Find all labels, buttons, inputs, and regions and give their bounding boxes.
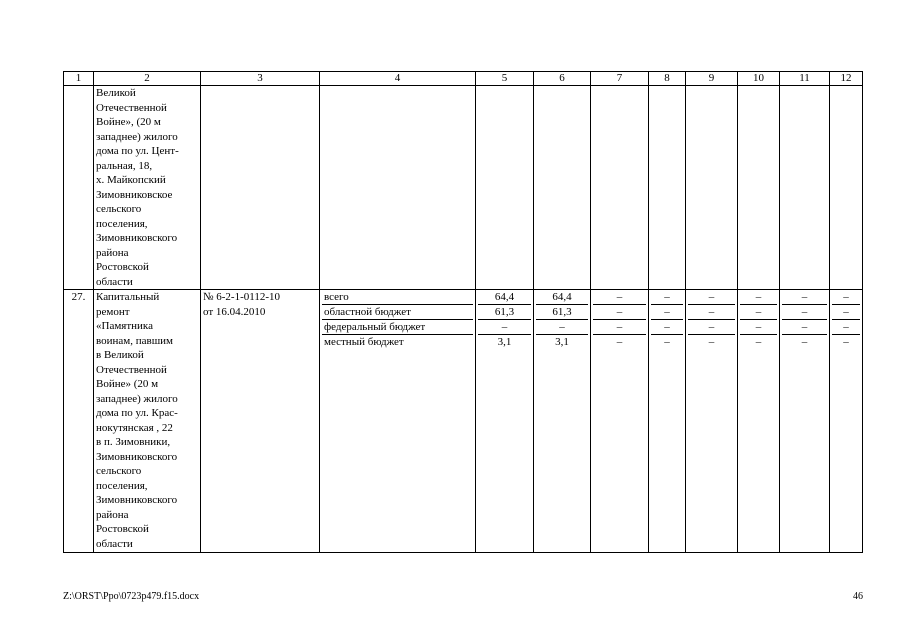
source-cell [320, 86, 476, 290]
col-header: 8 [649, 72, 686, 86]
value-cell: 3,1 [555, 336, 569, 348]
col12-column [830, 290, 863, 553]
object-description-cell: Капитальный ремонт «Памятника воинам, павшим в Великой Отечественной Войне» (20 м западнее) жилого дома по ул. Крас- нокутянская , 22 в п. Зимовники, Зимовниковского сельского поселения, Зимовниковского района Ростовской области [94, 290, 201, 553]
value-cell: – [651, 290, 683, 305]
value-cell: – [832, 305, 860, 320]
value-cell [738, 86, 780, 290]
value-cell [649, 86, 686, 290]
value-cell: – [832, 320, 860, 335]
col-header: 12 [830, 72, 863, 86]
col12-list [832, 290, 860, 349]
value-cell: – [593, 305, 646, 320]
col-header: 11 [780, 72, 830, 86]
value-cell: – [651, 305, 683, 320]
value-cell: – [664, 336, 670, 348]
value-cell: – [688, 290, 735, 305]
value-cell: 64,4 [536, 290, 588, 305]
value-cell: 61,3 [478, 305, 531, 320]
col5-column [476, 290, 534, 553]
value-cell: – [782, 320, 827, 335]
value-cell: – [651, 320, 683, 335]
registration-cell: № 6-2-1-0112-10 от 16.04.2010 [201, 290, 320, 553]
value-cell: – [593, 320, 646, 335]
value-cell: 64,4 [478, 290, 531, 305]
source-list [322, 290, 473, 349]
value-cell: 61,3 [536, 305, 588, 320]
value-cell: – [593, 290, 646, 305]
value-cell: – [688, 305, 735, 320]
value-cell: – [843, 336, 849, 348]
value-cell: – [801, 336, 808, 348]
value-cell: – [782, 305, 827, 320]
source-label: местный бюджет [324, 336, 404, 348]
value-cell [534, 86, 591, 290]
value-cell: – [616, 336, 623, 348]
value-cell: – [782, 290, 827, 305]
object-description-cell: Великой Отечественной Войне», (20 м западнее) жилого дома по ул. Цент- ральная, 18, х. Майкопский Зимовниковское сельского поселения, Зимовниковского района Ростовской области [94, 86, 201, 290]
source-column [320, 290, 476, 553]
col8-list [651, 290, 683, 349]
col-header: 4 [320, 72, 476, 86]
col5-list [478, 290, 531, 349]
col-header: 5 [476, 72, 534, 86]
col-header: 9 [686, 72, 738, 86]
table-row-27 [64, 290, 863, 553]
budget-table [63, 71, 863, 553]
page-number: 46 [853, 591, 863, 602]
value-cell: – [708, 336, 715, 348]
value-cell [476, 86, 534, 290]
row-number-cell [64, 86, 94, 290]
row-number-cell: 27. [64, 290, 94, 553]
col9-column [686, 290, 738, 553]
value-cell: – [755, 336, 762, 348]
value-cell [686, 86, 738, 290]
col-header: 7 [591, 72, 649, 86]
value-cell: – [740, 290, 777, 305]
col7-column [591, 290, 649, 553]
col11-list [782, 290, 827, 349]
value-cell [591, 86, 649, 290]
value-cell: – [832, 290, 860, 305]
value-cell: – [740, 305, 777, 320]
col10-list [740, 290, 777, 349]
value-cell: – [536, 320, 588, 335]
col-header: 10 [738, 72, 780, 86]
col9-list [688, 290, 735, 349]
column-number-row [64, 72, 863, 86]
source-label: всего [322, 290, 473, 305]
col7-list [593, 290, 646, 349]
col6-column [534, 290, 591, 553]
col-header: 2 [94, 72, 201, 86]
value-cell: – [688, 320, 735, 335]
value-cell: 3,1 [497, 336, 512, 348]
table-row-continuation [64, 86, 863, 290]
col-header: 3 [201, 72, 320, 86]
source-label: областной бюджет [322, 305, 473, 320]
value-cell [780, 86, 830, 290]
value-cell: – [478, 320, 531, 335]
value-cell: – [740, 320, 777, 335]
source-label: федеральный бюджет [322, 320, 473, 335]
col11-column [780, 290, 830, 553]
col10-column [738, 290, 780, 553]
col-header: 1 [64, 72, 94, 86]
value-cell [830, 86, 863, 290]
file-path: Z:\ORST\Ppo\0723p479.f15.docx [63, 591, 200, 602]
col8-column [649, 290, 686, 553]
col-header: 6 [534, 72, 591, 86]
registration-cell [201, 86, 320, 290]
col6-list [536, 290, 588, 349]
